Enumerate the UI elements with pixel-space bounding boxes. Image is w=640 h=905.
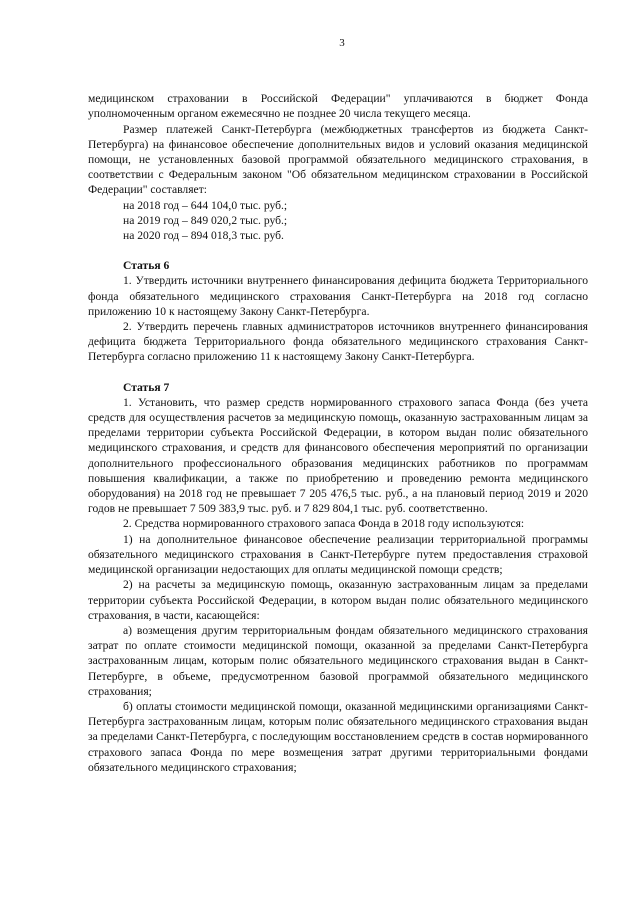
paragraph-continuation: медицинском страховании в Российской Федерации" уплачиваются в бюджет Фонда уполномоченным органом ежемесячно не позднее 20 числа текущего месяца.: [88, 92, 588, 121]
article-7-item-1: 1. Установить, что размер средств нормированного страхового запаса Фонда (без учета средств для осуществления расчетов за медицинскую помощь, оказанную застрахованным лицам за пределами территории субъекта Российской Федерации, в котором выдан полис обязательного медицинского страхования, и средств для финансового обеспечения мероприятий по организации дополнительного профессионального образования медицинских работников по программам повышения квалификации, а также по приобретению и проведению ремонта медицинского оборудования) на 2018 год не превышает 7 205 476,5 тыс. руб., а на плановый период 2019 и 2020 годов не превышает 7 509 383,9 тыс. руб. и 7 829 804,1 тыс. руб. соответственно.: [88, 395, 588, 516]
article-6-item-2: 2. Утвердить перечень главных администраторов источников внутреннего финансирования дефицита бюджета Территориального фонда обязательного медицинского страхования Санкт-Петербурга согласно приложению 11 к настоящему Закону Санкт-Петербурга.: [88, 320, 588, 364]
article-7-item-2: 2. Средства нормированного страхового запаса Фонда в 2018 году используются:: [123, 517, 525, 531]
amount-2019: на 2019 год – 849 020,2 тыс. руб.;: [123, 213, 288, 227]
article-7-subitem-2: 2) на расчеты за медицинскую помощь, оказанную застрахованным лицам за пределами территории субъекта Российской Федерации, в котором выдан полис обязательного медицинского страхования, в части, касающейся:: [88, 578, 588, 622]
article-7-subitem-a: а) возмещения другим территориальным фондам обязательного медицинского страхования затрат по оплате стоимости медицинской помощи, оказанной за пределами Санкт-Петербурга застрахованным лицам, которым полис обязательного медицинского страхования выдан в Санкт-Петербурге, в объеме, предусмотренном базовой программой обязательного медицинского страхования;: [88, 623, 588, 698]
paragraph-payments: Размер платежей Санкт-Петербурга (межбюджетных трансфертов из бюджета Санкт-Петербурга) на финансовое обеспечение дополнительных видов и условий оказания медицинской помощи, не установленных базовой программой обязательного медицинского страхования, в соответствии с Федеральным законом "Об обязательном медицинском страховании в Российской Федерации" составляет:: [88, 122, 588, 197]
page-number: 3: [339, 37, 345, 49]
article-7-subitem-b: б) оплаты стоимости медицинской помощи, оказанной медицинскими организациями Санкт-Петербурга застрахованным лицам, которым полис обязательного медицинского страхования выдан за пределами Санкт-Петербурга, с последующим восстановлением средств в состав нормированного страхового запаса Фонда по мере возмещения затрат другими территориальными фондами обязательного медицинского страхования;: [88, 699, 588, 774]
amount-2020: на 2020 год – 894 018,3 тыс. руб.: [123, 229, 284, 243]
article-7-heading: Статья 7: [123, 380, 170, 394]
amount-2018: на 2018 год – 644 104,0 тыс. руб.;: [123, 198, 288, 212]
article-6-heading: Статья 6: [123, 259, 170, 273]
article-7-subitem-1: 1) на дополнительное финансовое обеспечение реализации территориальной программы обязательного медицинского страхования в Санкт-Петербурге путем предоставления страховой медицинской организации недостающих для оплаты медицинской помощи средств;: [88, 532, 588, 577]
article-6-item-1: 1. Утвердить источники внутреннего финансирования дефицита бюджета Территориального фонда обязательного медицинского страхования Санкт-Петербурга на 2018 год согласно приложению 10 к настоящему Закону Санкт-Петербурга.: [88, 274, 588, 318]
